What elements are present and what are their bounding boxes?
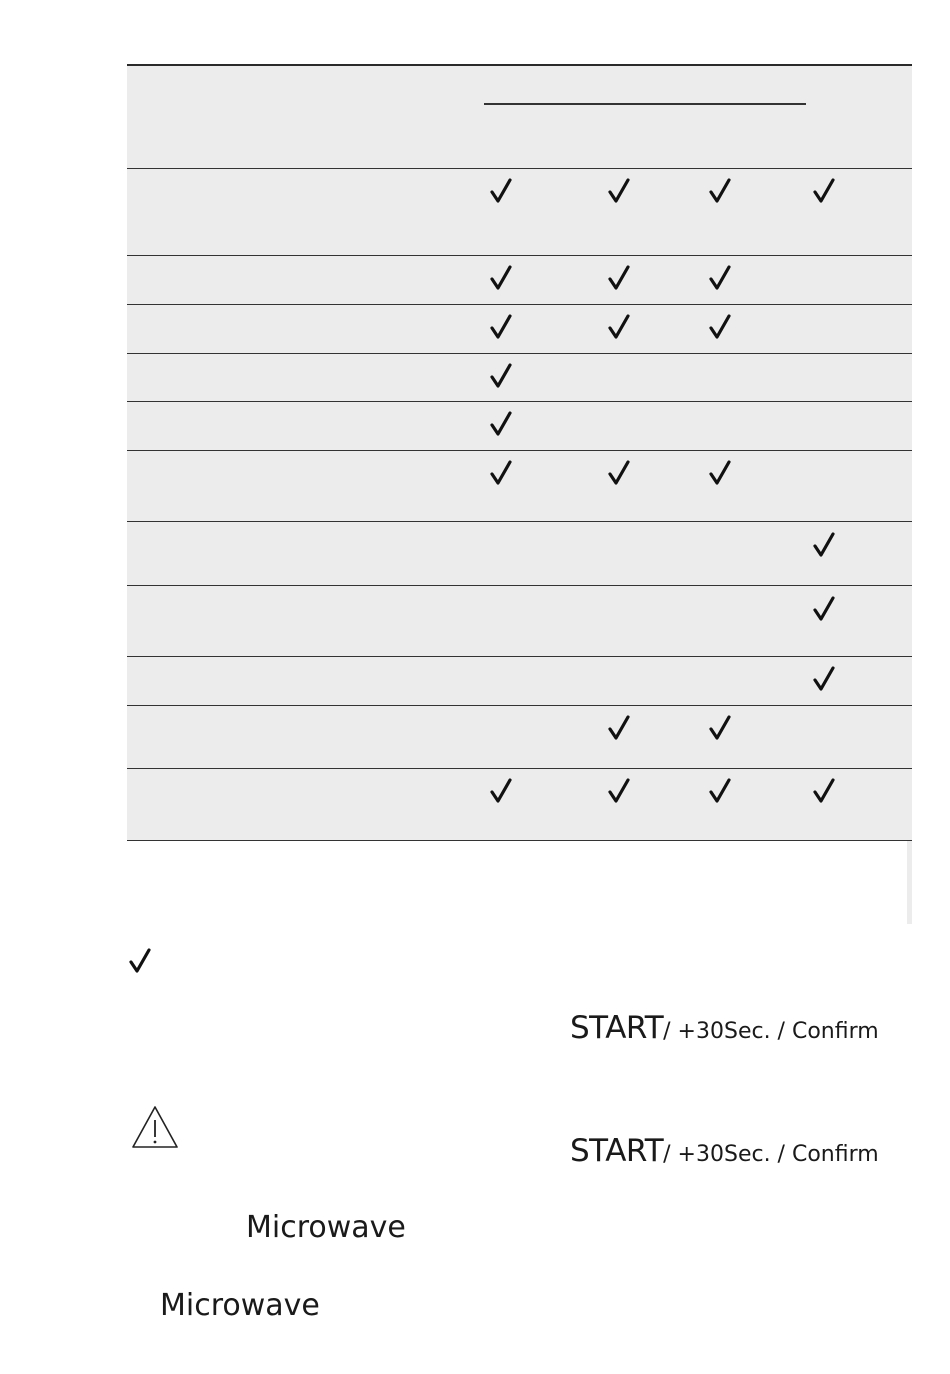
check-icon — [607, 776, 633, 806]
start-key-label-1 — [570, 1010, 879, 1046]
check-icon — [708, 458, 734, 488]
row-divider — [127, 255, 912, 256]
check-icon — [708, 713, 734, 743]
row-divider — [127, 304, 912, 305]
check-icon — [489, 176, 515, 206]
column-group-rule — [484, 103, 806, 105]
row-divider — [127, 840, 912, 841]
check-icon — [489, 409, 515, 439]
check-icon — [489, 458, 515, 488]
compatibility-table — [127, 64, 912, 924]
start-key-text: START — [570, 1010, 664, 1046]
row-divider — [127, 768, 912, 769]
start-key-suffix: / +30Sec. / Confirm — [663, 1142, 879, 1167]
check-icon — [128, 946, 154, 976]
check-icon — [489, 312, 515, 342]
check-icon — [812, 176, 838, 206]
check-icon — [607, 176, 633, 206]
row-divider — [127, 705, 912, 706]
check-icon — [812, 594, 838, 624]
check-icon — [607, 263, 633, 293]
check-icon — [489, 361, 515, 391]
check-icon — [607, 312, 633, 342]
start-key-text: START — [570, 1133, 664, 1169]
microwave-label-1: Microwave — [246, 1210, 406, 1245]
row-divider — [127, 656, 912, 657]
check-icon — [812, 776, 838, 806]
check-icon — [708, 776, 734, 806]
check-icon — [708, 176, 734, 206]
check-icon — [708, 263, 734, 293]
table-footer-space — [127, 841, 912, 924]
row-divider — [127, 450, 912, 451]
row-divider — [127, 168, 912, 169]
check-icon — [489, 263, 515, 293]
warning-triangle-icon — [130, 1104, 180, 1150]
check-icon — [708, 312, 734, 342]
microwave-label-2: Microwave — [160, 1288, 320, 1323]
row-divider — [127, 401, 912, 402]
row-divider — [127, 585, 912, 586]
start-key-suffix: / +30Sec. / Confirm — [663, 1019, 879, 1044]
check-icon — [812, 664, 838, 694]
check-icon — [812, 530, 838, 560]
check-icon — [607, 458, 633, 488]
check-icon — [489, 776, 515, 806]
start-key-label-2 — [570, 1133, 879, 1169]
row-divider — [127, 353, 912, 354]
check-icon — [607, 713, 633, 743]
row-divider — [127, 521, 912, 522]
table-top-rule — [127, 64, 912, 66]
